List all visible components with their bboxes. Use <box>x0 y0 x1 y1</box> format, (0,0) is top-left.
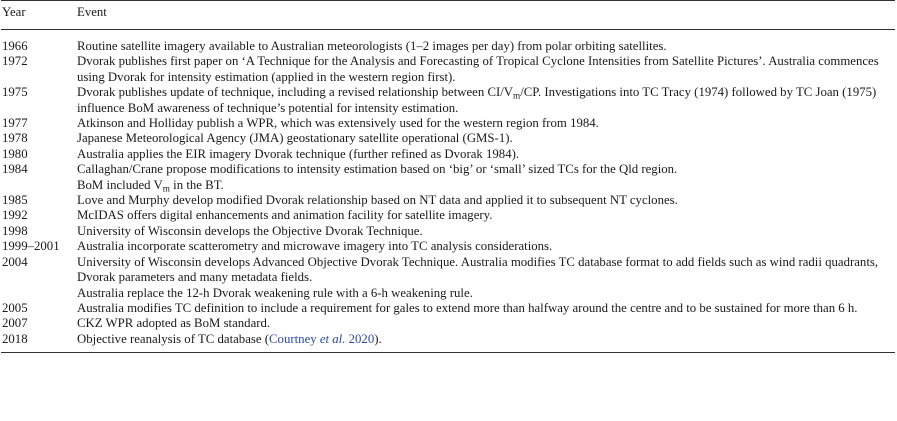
table-row <box>1 54 895 85</box>
year-cell: 2007 <box>2 316 28 331</box>
event-cell: Australia modifies TC definition to include a requirement for gales to extend more than halfway around the centre and to be sustained for more than 6 h. <box>77 300 858 315</box>
event-cell <box>76 85 895 116</box>
table-header-row <box>1 1 895 30</box>
event-cell: University of Wisconsin develops the Objective Dvorak Technique. <box>77 223 423 238</box>
table-row <box>1 116 895 131</box>
year-cell: 1998 <box>2 223 28 238</box>
event-cell: Australia applies the EIR imagery Dvorak technique (further refined as Dvorak 1984). <box>77 146 520 161</box>
event-continuation <box>77 178 891 193</box>
table-row <box>1 208 895 223</box>
event-cell: Australia incorporate scatterometry and microwave imagery into TC analysis considerations. <box>77 239 553 254</box>
subscript-m: m <box>513 90 521 101</box>
event-text-part: Callaghan/Crane propose modifications to intensity estimation based on ‘big’ or ‘small’ sized TCs for the Qld region. <box>77 162 678 177</box>
citation-etal: et al. <box>319 331 346 346</box>
event-cell: Japanese Meteorological Agency (JMA) geostationary satellite operational (GMS-1). <box>77 131 513 146</box>
table-row <box>1 255 895 301</box>
event-cell: Love and Murphy develop modified Dvorak relationship based on NT data and applied it to subsequent NT cyclones. <box>77 193 678 208</box>
year-cell: 2004 <box>2 254 28 269</box>
table-row <box>1 224 895 239</box>
event-text-part: ). <box>374 331 382 346</box>
year-cell: 1972 <box>2 54 28 69</box>
year-cell: 1966 <box>2 39 28 53</box>
table-row <box>1 301 895 316</box>
event-text-part: University of Wisconsin develops Advanced Objective Dvorak Technique. Australia modifies TC database format to add fields such as wind radii quadrants, Dvorak parameters and many metadata fields. <box>77 254 879 285</box>
year-cell: 1977 <box>2 116 28 131</box>
event-text-part: BoM included V <box>77 177 163 192</box>
event-text-part: Dvorak publishes update of technique, including a revised relationship between CI/V <box>77 85 514 100</box>
table-row <box>1 332 895 353</box>
timeline-table <box>1 0 895 353</box>
event-cell: Dvorak publishes first paper on ‘A Technique for the Analysis and Forecasting of Tropical Cyclone Intensities from Satellite Pictures’. Australia commences using Dvorak for intensity estimation (applied in the western region first). <box>77 54 879 84</box>
event-cell: Routine satellite imagery available to Australian meteorologists (1–2 images per day) from polar orbiting satellites. <box>77 39 667 53</box>
year-cell: 1980 <box>2 146 28 161</box>
event-text-part: Objective reanalysis of TC database ( <box>77 331 270 346</box>
event-cell <box>76 332 895 353</box>
event-cell <box>76 162 895 193</box>
table-row <box>1 193 895 208</box>
event-continuation: Australia replace the 12-h Dvorak weakening rule with a 6-h weakening rule. <box>77 285 473 300</box>
year-cell: 2018 <box>1 332 76 353</box>
year-cell: 1978 <box>2 131 28 146</box>
year-cell: 1984 <box>2 162 28 177</box>
year-cell: 1992 <box>2 208 28 223</box>
event-cell: Atkinson and Holliday publish a WPR, which was extensively used for the western region from 1984. <box>77 116 599 131</box>
year-cell: 1999–2001 <box>2 239 60 254</box>
year-cell: 2005 <box>2 300 28 315</box>
year-column-header: Year <box>1 1 76 30</box>
table-row <box>1 131 895 146</box>
table-row <box>1 85 895 116</box>
event-cell <box>76 255 895 301</box>
table-row <box>1 162 895 193</box>
event-cell: McIDAS offers digital enhancements and animation facility for satellite imagery. <box>77 208 493 223</box>
citation-link[interactable] <box>269 332 374 346</box>
event-text-part: in the BT. <box>169 177 224 192</box>
year-cell: 1975 <box>2 85 28 100</box>
table-row <box>1 147 895 162</box>
subscript-m: m <box>162 182 170 193</box>
year-cell: 1985 <box>2 193 28 208</box>
citation-author: Courtney <box>269 331 320 346</box>
event-column-header: Event <box>76 1 895 30</box>
table-row <box>1 239 895 254</box>
citation-year: 2020 <box>345 331 375 346</box>
event-text-part: /CP. Investigations into TC Tracy (1974) followed by TC Joan (1975) influence BoM awareness of technique’s potential for intensity estimation. <box>77 85 877 115</box>
table-row <box>1 30 895 55</box>
event-cell: CKZ WPR adopted as BoM standard. <box>77 316 271 331</box>
table-row <box>1 316 895 331</box>
